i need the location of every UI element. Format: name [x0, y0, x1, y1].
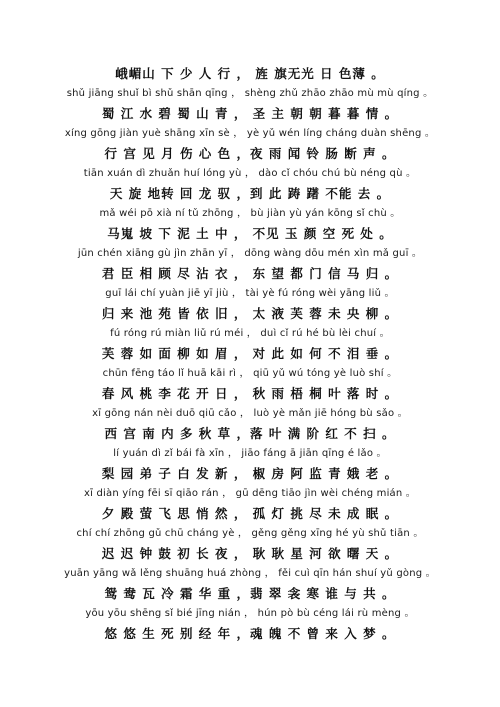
poem-line-pinyin: chūn fēng táo lǐ huā kāi rì ， qiū yǔ wú tóng yè luò shí 。 [102, 368, 398, 379]
poem-line-pinyin: xī gōng nán nèi duō qiū cǎo ， luò yè mǎn jiē hóng bù sǎo 。 [92, 408, 408, 419]
poem-body [0, 64, 500, 644]
poem-line-pinyin: chí chí zhōng gǔ chū cháng yè ， gěng gěng xīng hé yù shǔ tiān 。 [76, 528, 424, 539]
poem-line-pinyin: lí yuán dì zǐ bái fà xīn ， jiāo fáng ā jiān qīng é lǎo 。 [113, 448, 387, 459]
poem-line-hanzi: 行 宫 见 月 伤 心 色 ，夜 雨 闻 铃 肠 断 声 。 [104, 146, 396, 161]
poem-line-hanzi: 马嵬 坡 下 泥 土 中 ， 不见 玉 颜 空 死 处 。 [107, 226, 393, 241]
poem-line-hanzi: 峨嵋山 下 少 人 行 ， 旌 旗无光 日 色薄 。 [115, 66, 385, 81]
poem-line-pinyin: jūn chén xiāng gù jìn zhān yī ， dōng wàng dōu mén xìn mǎ guī 。 [77, 248, 423, 259]
poem-line-pinyin: xíng gōng jiàn yuè shāng xīn sè ， yè yǔ wén líng cháng duàn shēng 。 [64, 128, 436, 139]
poem-line-hanzi: 蜀 江 水 碧 蜀 山 青 ， 圣 主 朝 朝 暮 暮 情 。 [101, 106, 399, 121]
poem-line-pinyin: guī lái chí yuàn jiē yī jiù ， tài yè fú róng wèi yāng liǔ 。 [105, 288, 395, 299]
poem-line-hanzi: 芙 蓉 如 面 柳 如 眉 ， 对 此 如 何 不 泪 垂 。 [101, 346, 399, 361]
poem-line-hanzi: 梨 园 弟 子 白 发 新 ， 椒 房 阿 监 青 娥 老 。 [101, 466, 399, 481]
poem-line-hanzi: 归 来 池 苑 皆 依 旧 ， 太 液 芙 蓉 未 央 柳 。 [101, 306, 399, 321]
poem-line-pinyin: yōu yōu shēng sǐ bié jīng nián ， hún pò bù céng lái rù mèng 。 [85, 608, 415, 619]
poem-line-pinyin: shǔ jiāng shuǐ bì shǔ shān qīng ， shèng zhǔ zhāo zhāo mù mù qíng 。 [66, 88, 434, 99]
poem-line-pinyin: xī diàn yíng fēi sī qiāo rán ， gū dēng tiāo jìn wèi chéng mián 。 [83, 488, 417, 499]
poem-line-hanzi: 迟 迟 钟 鼓 初 长 夜 ， 耿 耿 星 河 欲 曙 天 。 [101, 546, 399, 561]
poem-line-hanzi: 春 风 桃 李 花 开 日 ， 秋 雨 梧 桐 叶 落 时 。 [101, 386, 399, 401]
poem-line-hanzi: 悠 悠 生 死 别 经 年 ，魂 魄 不 曾 来 入 梦 。 [104, 626, 396, 641]
poem-line-hanzi: 夕 殿 萤 飞 思 悄 然 ， 孤 灯 挑 尽 未 成 眠 。 [101, 506, 399, 521]
poem-line-hanzi: 鸳 鸯 瓦 冷 霜 华 重 ，翡 翠 衾 寒 谁 与 共 。 [104, 586, 396, 601]
poem-line-hanzi: 君 臣 相 顾 尽 沾 衣 ， 东 望 都 门 信 马 归 。 [101, 266, 399, 281]
poem-line-pinyin: yuān yāng wǎ lěng shuāng huá zhòng ， fěi cuì qīn hán shuí yǔ gòng 。 [64, 568, 436, 579]
poem-line-pinyin: mǎ wéi pō xià ní tǔ zhōng ， bù jiàn yù yán kōng sǐ chù 。 [99, 208, 401, 219]
poem-line-pinyin: fú róng rú miàn liǔ rú méi ， duì cǐ rú hé bù lèi chuí 。 [110, 328, 390, 339]
poem-line-hanzi: 天 旋 地转 回 龙 驭 ，到 此 踌 躇 不能 去 。 [109, 186, 391, 201]
poem-line-hanzi: 西 宫 南 内 多 秋 草 ，落 叶 满 阶 红 不 扫 。 [104, 426, 396, 441]
poem-line-pinyin: tiān xuán dì zhuǎn huí lóng yù ， dào cǐ chóu chú bù néng qù 。 [83, 168, 417, 179]
